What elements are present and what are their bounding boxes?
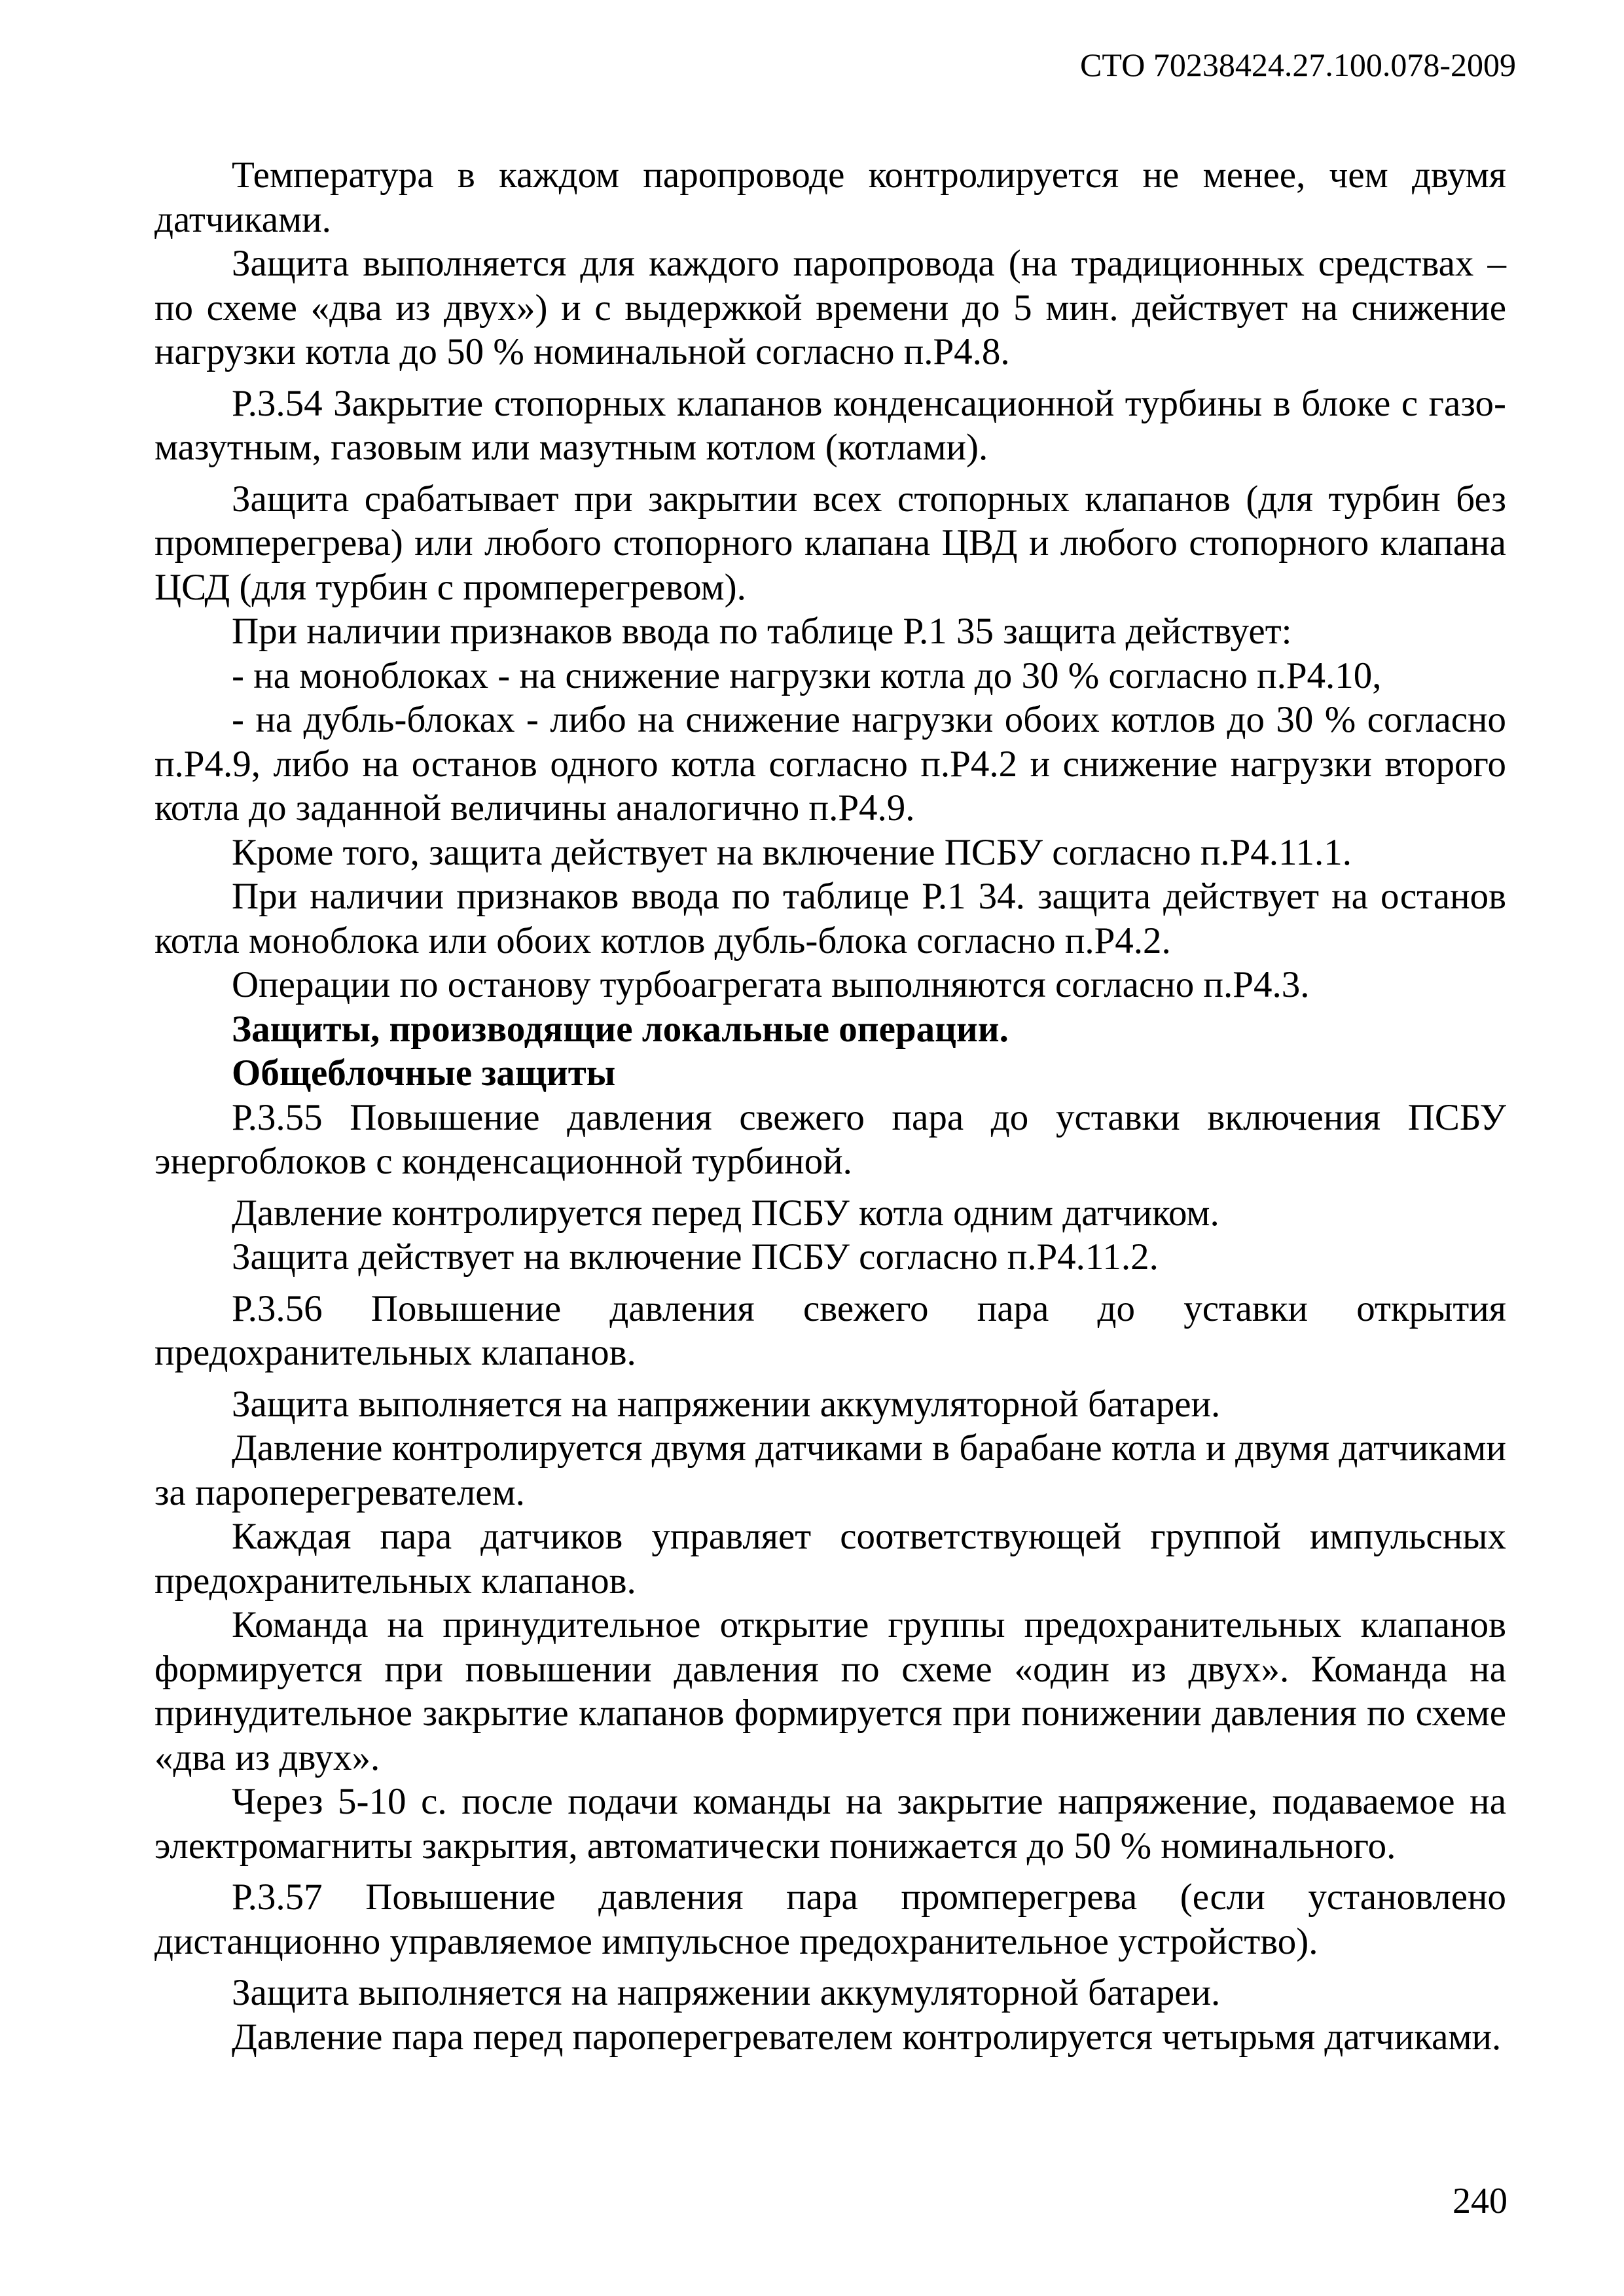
paragraph: Через 5-10 с. после подачи команды на закрытие напряжение, подаваемое на электромагниты закрытия, автоматически понижается до 50 % номинального. xyxy=(154,1781,1506,1867)
paragraph: Защита действует на включение ПСБУ согласно п.Р4.11.2. xyxy=(232,1236,1159,1278)
paragraph: При наличии признаков ввода по таблице Р.1 34. защита действует на останов котла моноблока или обоих котлов дубль-блока согласно п.Р4.2. xyxy=(154,876,1506,961)
subsection-heading: Общеблочные защиты xyxy=(232,1052,616,1094)
list-item: - на моноблоках - на снижение нагрузки котла до 30 % согласно п.Р4.10, xyxy=(232,655,1382,696)
page-number: 240 xyxy=(1453,2181,1507,2221)
paragraph: При наличии признаков ввода по таблице Р.1 35 защита действует: xyxy=(232,611,1292,652)
list-item: - на дубль-блоках - либо на снижение нагрузки обоих котлов до 30 % согласно п.Р4.9, либо на останов одного котла согласно п.Р4.2 и снижение нагрузки второго котла до заданной величины аналогично п.Р4.9. xyxy=(154,699,1506,829)
paragraph: Давление контролируется перед ПСБУ котла одним датчиком. xyxy=(232,1192,1219,1234)
paragraph: Защита срабатывает при закрытии всех стопорных клапанов (для турбин без промперегрева) или любого стопорного клапана ЦВД и любого стопорного клапана ЦСД (для турбин с промперегревом). xyxy=(154,478,1506,608)
paragraph: Кроме того, защита действует на включение ПСБУ согласно п.Р4.11.1. xyxy=(232,831,1352,873)
paragraph: Защита выполняется на напряжении аккумуляторной батареи. xyxy=(232,1383,1221,1425)
paragraph: Температура в каждом паропроводе контролируется не менее, чем двумя датчиками. xyxy=(154,154,1506,240)
paragraph: Защита выполняется для каждого паропровода (на традиционных средствах – по схеме «два из двух») и с выдержкой времени до 5 мин. действует на снижение нагрузки котла до 50 % номинальной согласно п.Р4.8. xyxy=(154,243,1506,372)
paragraph: Операции по останову турбоагрегата выполняются согласно п.Р4.3. xyxy=(232,964,1310,1005)
paragraph: Команда на принудительное открытие группы предохранительных клапанов формируется при повышении давления по схеме «один из двух». Команда на принудительное закрытие клапанов формируется при понижении давления по схеме «два из двух». xyxy=(154,1604,1506,1778)
section-paragraph-r3-55: Р.3.55 Повышение давления свежего пара до уставки включения ПСБУ энергоблоков с конденсационной турбиной. xyxy=(154,1096,1506,1182)
paragraph: Давление пара перед пароперегревателем контролируется четырьмя датчиками. xyxy=(232,2016,1502,2058)
body-text xyxy=(154,153,1506,2059)
paragraph: Каждая пара датчиков управляет соответствующей группой импульсных предохранительных клапанов. xyxy=(154,1516,1506,1602)
section-paragraph-r3-57: Р.3.57 Повышение давления пара промперегрева (если установлено дистанционно управляемое импульсное предохранительное устройство). xyxy=(154,1876,1506,1962)
section-heading: Защиты, производящие локальные операции. xyxy=(232,1008,1009,1050)
paragraph: Защита выполняется на напряжении аккумуляторной батареи. xyxy=(232,1972,1221,2013)
section-paragraph-r3-54: Р.3.54 Закрытие стопорных клапанов конденсационной турбины в блоке с газо-мазутным, газовым или мазутным котлом (котлами). xyxy=(154,382,1506,468)
document-code: СТО 70238424.27.100.078-2009 xyxy=(1080,46,1516,83)
section-paragraph-r3-56: Р.3.56 Повышение давления свежего пара до уставки открытия предохранительных клапанов. xyxy=(154,1287,1506,1373)
paragraph: Давление контролируется двумя датчиками в барабане котла и двумя датчиками за пароперегревателем. xyxy=(154,1427,1506,1513)
